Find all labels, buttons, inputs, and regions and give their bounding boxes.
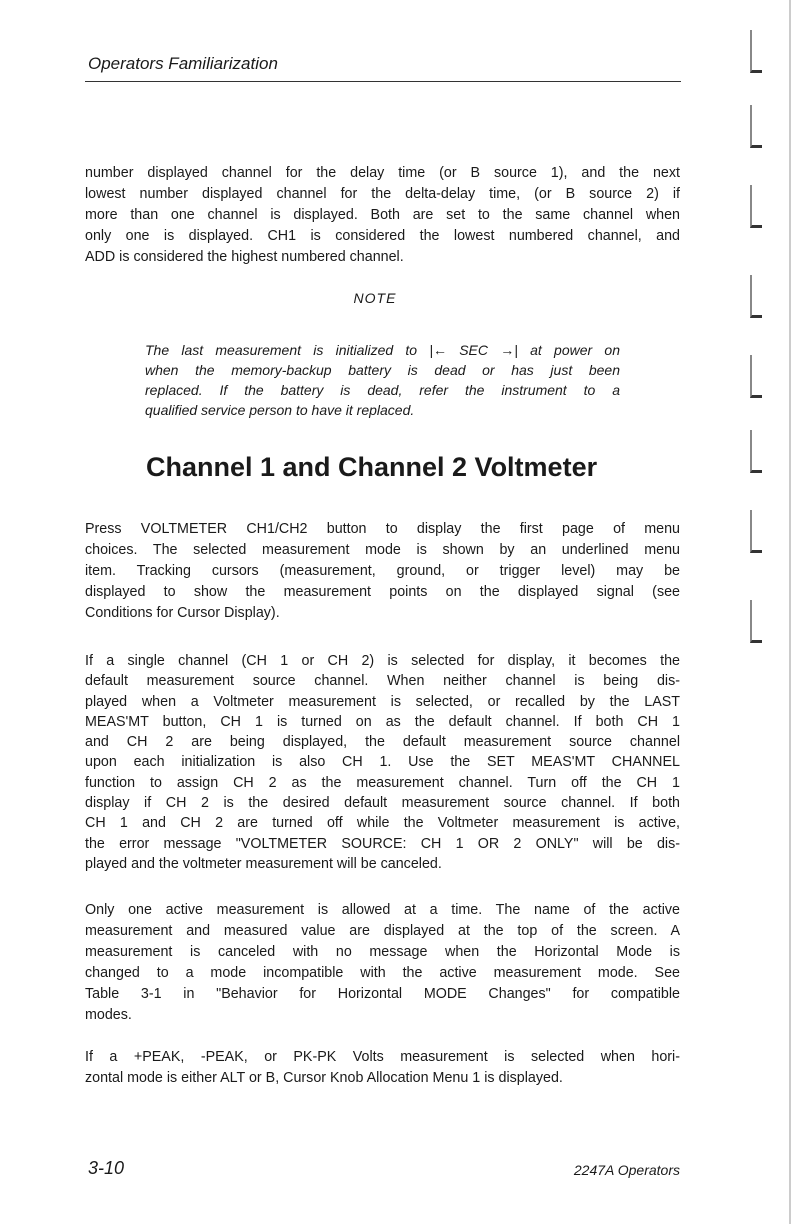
section-paragraph-2	[85, 651, 680, 874]
text-line: MEAS'MT button, CH 1 is turned on as the default channel. If both CH 1	[85, 713, 680, 730]
text-line: played and the voltmeter measurement will be canceled.	[85, 855, 442, 872]
text-line: choices. The selected measurement mode is shown by an underlined menu	[85, 542, 680, 558]
text-line: Press VOLTMETER CH1/CH2 button to display the first page of menu	[85, 521, 680, 537]
header-rule	[85, 81, 681, 82]
page-number: 3-10	[88, 1158, 125, 1178]
note-title: NOTE	[353, 290, 397, 306]
text-line: changed to a mode incompatible with the active measurement mode. See	[85, 965, 680, 981]
section-paragraph-1	[85, 519, 680, 624]
text-line: when the memory-backup battery is dead or has just been	[145, 362, 620, 378]
note-body	[145, 340, 620, 420]
text-line: number displayed channel for the delay time (or B source 1), and the next	[85, 165, 680, 181]
text-line: ADD is considered the highest numbered channel.	[85, 249, 404, 265]
text-line: played when a Voltmeter measurement is selected, or recalled by the LAST	[85, 693, 680, 710]
text-line: modes.	[85, 1007, 132, 1023]
text-line: item. Tracking cursors (measurement, ground, or trigger level) may be	[85, 563, 680, 579]
text-line: function to assign CH 2 as the measurement channel. Turn off the CH 1	[85, 774, 680, 791]
page-edge	[789, 0, 791, 1224]
intro-paragraph	[85, 163, 680, 268]
text-line: the error message "VOLTMETER SOURCE: CH 1 OR 2 ONLY" will be dis-	[85, 835, 680, 852]
section-paragraph-4	[85, 1047, 680, 1089]
text-line: CH 1 and CH 2 are turned off while the Voltmeter measurement is active,	[85, 815, 680, 832]
running-header: Operators Familiarization	[88, 54, 278, 73]
section-paragraph-3	[85, 900, 680, 1026]
text-line: upon each initialization is also CH 1. Use the SET MEAS'MT CHANNEL	[85, 754, 680, 771]
text-line: lowest number displayed channel for the delta-delay time, (or B source 2) if	[85, 186, 680, 202]
text-line: Conditions for Cursor Display).	[85, 605, 280, 621]
text-line: only one is displayed. CH1 is considered the lowest numbered channel, and	[85, 228, 680, 244]
text-line: If a single channel (CH 1 or CH 2) is selected for display, it becomes the	[85, 653, 680, 669]
text-line: default measurement source channel. When neither channel is being dis-	[85, 673, 680, 690]
manual-title: 2247A Operators	[573, 1162, 680, 1178]
text-line: The last measurement is initialized to |← SEC →| at power on	[145, 342, 620, 358]
text-line: measurement and measured value are displayed at the top of the screen. A	[85, 923, 680, 939]
text-line: qualified service person to have it replaced.	[145, 402, 415, 418]
text-line: and CH 2 are being displayed, the default measurement source channel	[85, 734, 680, 751]
text-line: displayed to show the measurement points on the displayed signal (see	[85, 584, 680, 600]
text-line: display if CH 2 is the desired default measurement source channel. If both	[85, 795, 680, 812]
text-line: more than one channel is displayed. Both are set to the same channel when	[85, 207, 680, 223]
text-line: Only one active measurement is allowed at a time. The name of the active	[85, 902, 680, 918]
text-line: measurement is canceled with no message when the Horizontal Mode is	[85, 944, 680, 960]
text-line: zontal mode is either ALT or B, Cursor Knob Allocation Menu 1 is displayed.	[85, 1070, 563, 1086]
text-line: replaced. If the battery is dead, refer the instrument to a	[145, 382, 620, 398]
text-line: If a +PEAK, -PEAK, or PK-PK Volts measurement is selected when hori-	[85, 1049, 680, 1065]
text-line: Table 3-1 in "Behavior for Horizontal MODE Changes" for compatible	[85, 986, 680, 1002]
section-heading: Channel 1 and Channel 2 Voltmeter	[146, 452, 598, 482]
